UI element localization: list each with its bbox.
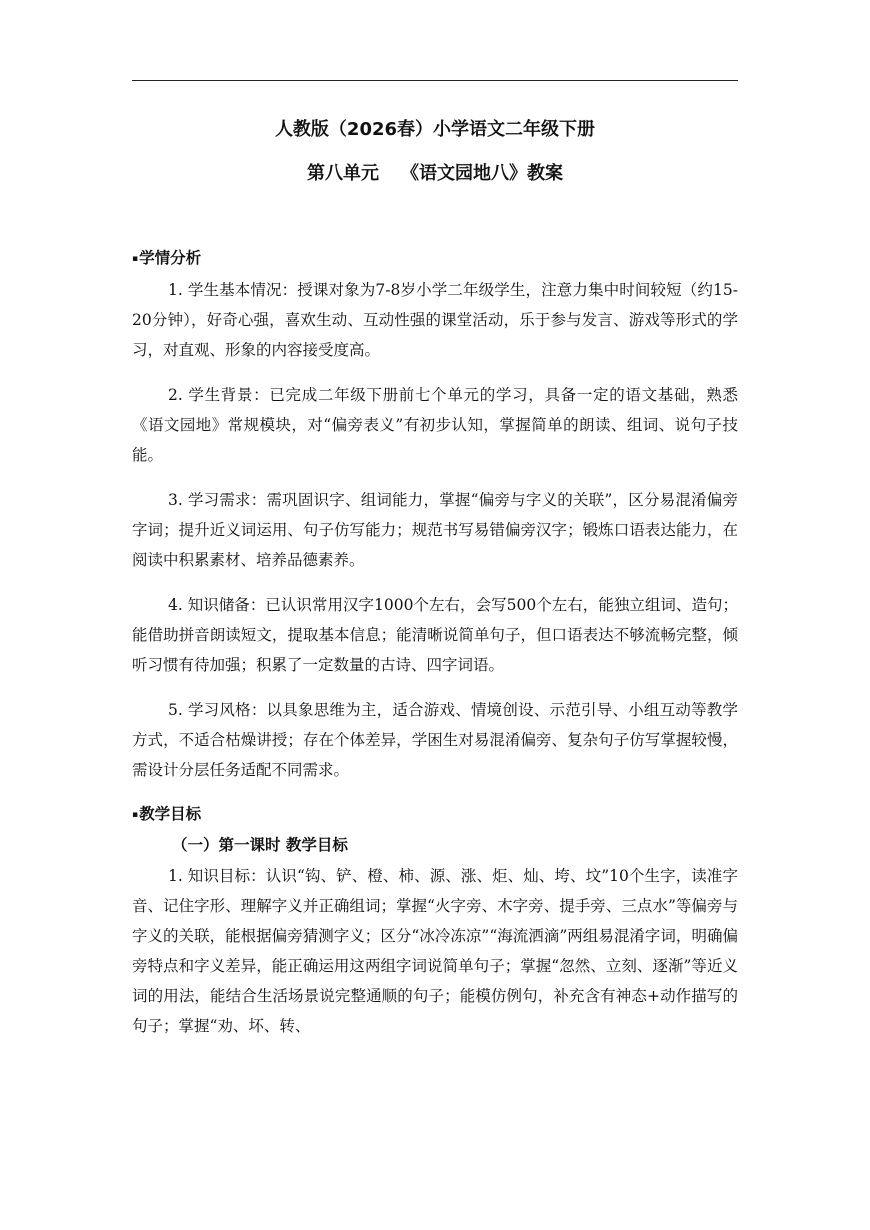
unit-label: 第八单元 [307, 163, 379, 184]
lesson-name: 《语文园地八》教案 [401, 163, 563, 184]
paragraph-student-basics: 1. 学生基本情况：授课对象为7-8岁小学二年级学生，注意力集中时间较短（约15-20分钟），好奇心强，喜欢生动、互动性强的课堂活动，乐于参与发言、游戏等形式的学习，对直观、形象的内容接受度高。 [132, 281, 738, 359]
paragraph-knowledge-reserve: 4. 知识储备：已认识常用汉字1000个左右，会写500个左右，能独立组词、造句；能借助拼音朗读短文，提取基本信息；能清晰说简单句子，但口语表达不够流畅完整，倾听习惯有待加强；积累了一定数量的古诗、四字词语。 [132, 596, 738, 674]
subheading-first-lesson-goals: （一）第一课时 教学目标 [172, 836, 348, 854]
paragraph-student-background: 2. 学生背景：已完成二年级下册前七个单元的学习，具备一定的语文基础，熟悉《语文园地》常规模块，对“偏旁表义”有初步认知，掌握简单的朗读、组词、说句子技能。 [132, 386, 738, 464]
document-title: 人教版（2026春）小学语文二年级下册 [274, 119, 596, 140]
header-rule [132, 80, 738, 81]
document-subtitle [0, 161, 870, 187]
section-heading-student-analysis: ▪学情分析 [132, 249, 202, 267]
square-bullet-icon: ▪ [132, 810, 139, 820]
paragraph-knowledge-goals: 1. 知识目标：认识“钩、铲、橙、柿、源、涨、炬、灿、垮、坟”10个生字，读准字音、记住字形、理解字义并正确组词；掌握“火字旁、木字旁、提手旁、三点水”等偏旁与字义的关联，能根据偏旁猜测字义；区分“冰冷冻凉”“海流洒滴”两组易混淆字词，明确偏旁特点和字义差异，能正确运用这两组字词说简单句子；掌握“忽然、立刻、逐渐”等近义词的用法，能结合生活场景说完整通顺的句子；能模仿例句，补充含有神态+动作描写的句子；掌握“劝、坏、转、 [132, 867, 738, 1035]
square-bullet-icon: ▪ [132, 254, 139, 264]
paragraph-learning-style: 5. 学习风格：以具象思维为主，适合游戏、情境创设、示范引导、小组互动等教学方式，不适合枯燥讲授；存在个体差异，学困生对易混淆偏旁、复杂句子仿写掌握较慢，需设计分层任务适配不同需求。 [132, 701, 738, 779]
paragraph-learning-needs: 3. 学习需求：需巩固识字、组词能力，掌握“偏旁与字义的关联”，区分易混淆偏旁字词；提升近义词运用、句子仿写能力；规范书写易错偏旁汉字；锻炼口语表达能力，在阅读中积累素材、培养品德素养。 [132, 491, 738, 569]
document-body [132, 244, 738, 1041]
section-heading-teaching-goals: ▪教学目标 [132, 805, 202, 823]
